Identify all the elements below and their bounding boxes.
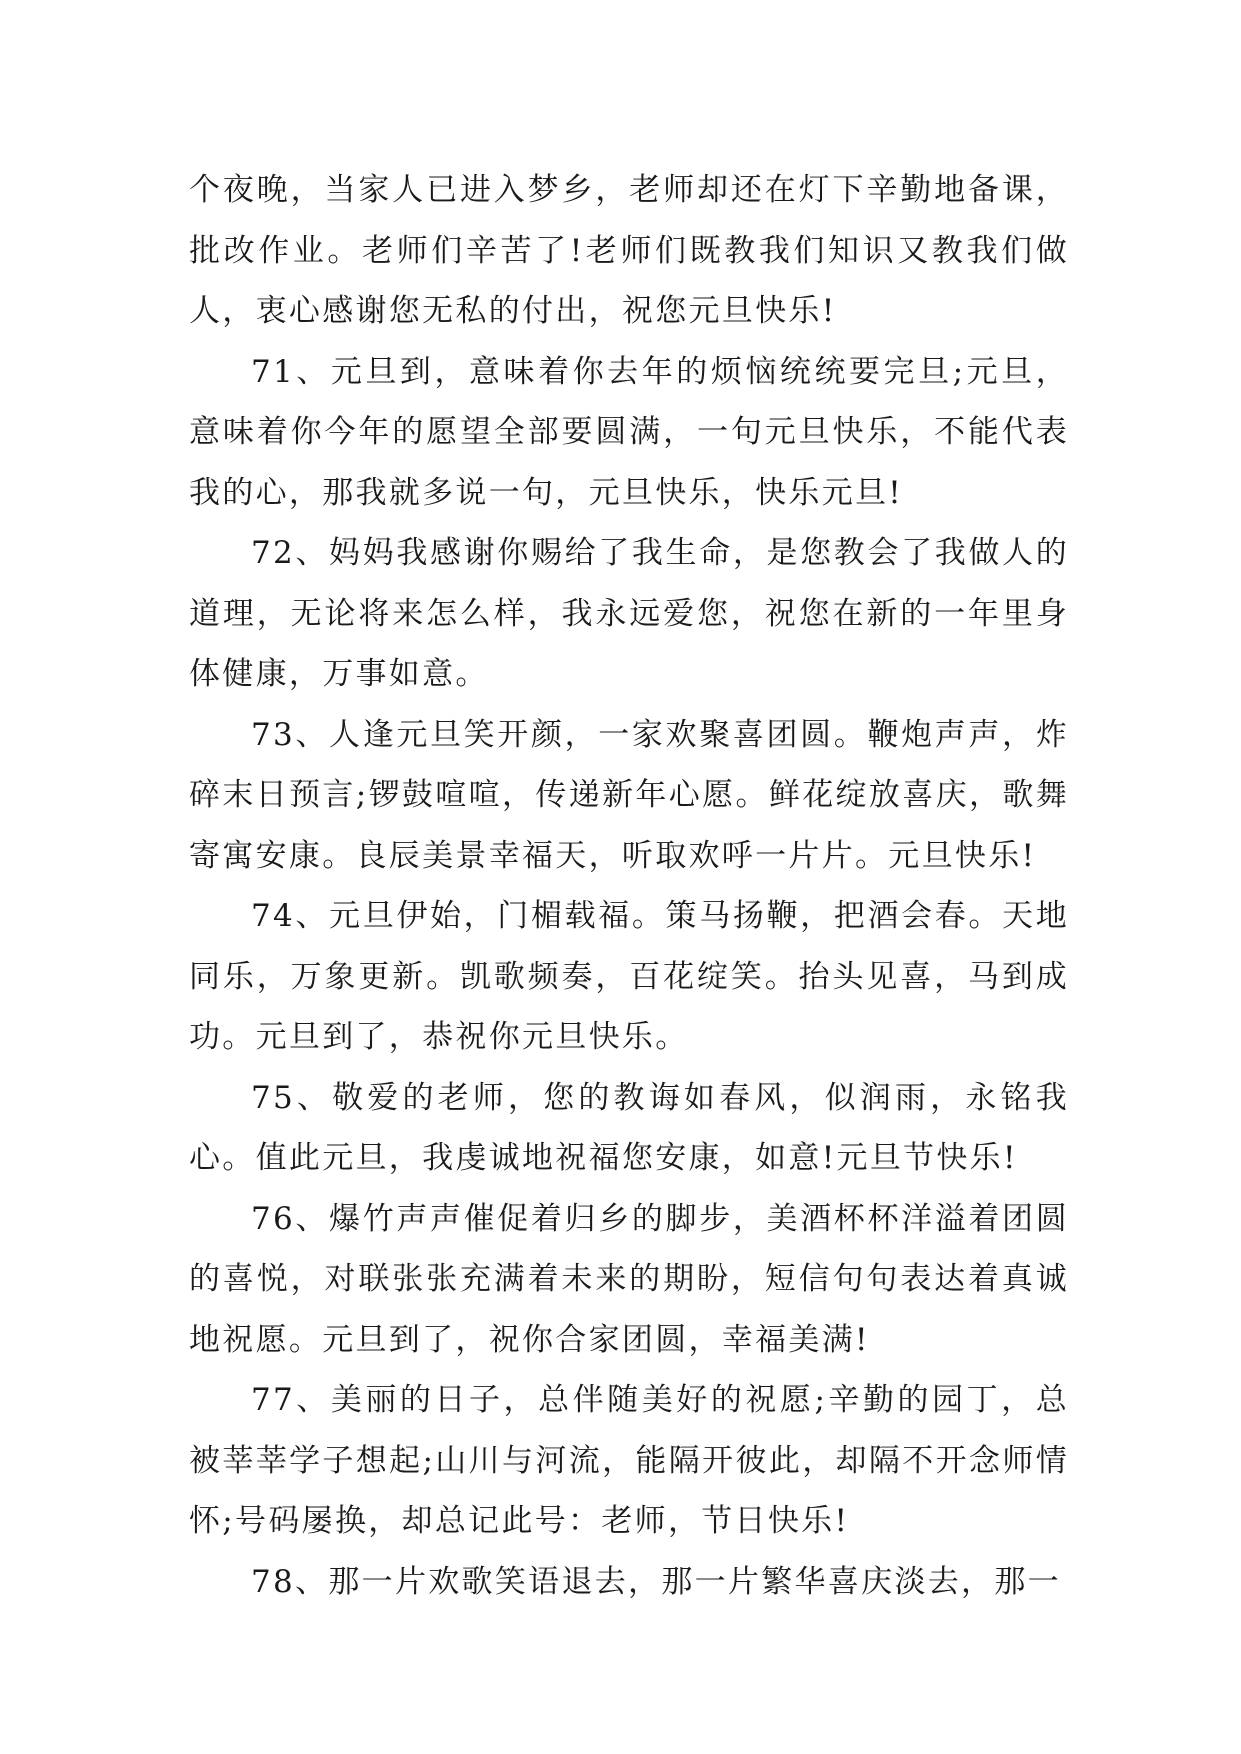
paragraph-74: 74、元旦伊始，门楣载福。策马扬鞭，把酒会春。天地同乐，万象更新。凯歌频奏，百花绽笑。抬头见喜，马到成功。元旦到了，恭祝你元旦快乐。	[189, 898, 1069, 1055]
paragraph-76: 76、爆竹声声催促着归乡的脚步，美酒杯杯洋溢着团圆的喜悦，对联张张充满着未来的期盼，短信句句表达着真诚地祝愿。元旦到了，祝你合家团圆，幸福美满!	[189, 1200, 1069, 1358]
paragraph-71: 71、元旦到，意味着你去年的烦恼统统要完旦;元旦，意味着你今年的愿望全部要圆满，一句元旦快乐，不能代表我的心，那我就多说一句，元旦快乐，快乐元旦!	[189, 353, 1069, 511]
paragraph-78: 78、那一片欢歌笑语退去，那一片繁华喜庆淡去，那一	[251, 1563, 1061, 1600]
document-body	[189, 160, 1069, 1612]
paragraph-75: 75、敬爱的老师，您的教诲如春风，似润雨，永铭我心。值此元旦，我虔诚地祝福您安康，如意!元旦节快乐!	[189, 1079, 1069, 1176]
paragraph-77: 77、美丽的日子，总伴随美好的祝愿;辛勤的园丁，总被莘莘学子想起;山川与河流，能隔开彼此，却隔不开念师情怀;号码屡换，却总记此号：老师，节日快乐!	[189, 1382, 1069, 1539]
paragraph-72: 72、妈妈我感谢你赐给了我生命，是您教会了我做人的道理，无论将来怎么样，我永远爱您，祝您在新的一年里身体健康，万事如意。	[189, 535, 1069, 692]
paragraph-continued: 个夜晚，当家人已进入梦乡，老师却还在灯下辛勤地备课，批改作业。老师们辛苦了!老师们既教我们知识又教我们做人，衷心感谢您无私的付出，祝您元旦快乐!	[189, 172, 1069, 329]
paragraph-73: 73、人逢元旦笑开颜，一家欢聚喜团圆。鞭炮声声，炸碎末日预言;锣鼓喧喧，传递新年心愿。鲜花绽放喜庆，歌舞寄寓安康。良辰美景幸福天，听取欢呼一片片。元旦快乐!	[189, 716, 1069, 874]
